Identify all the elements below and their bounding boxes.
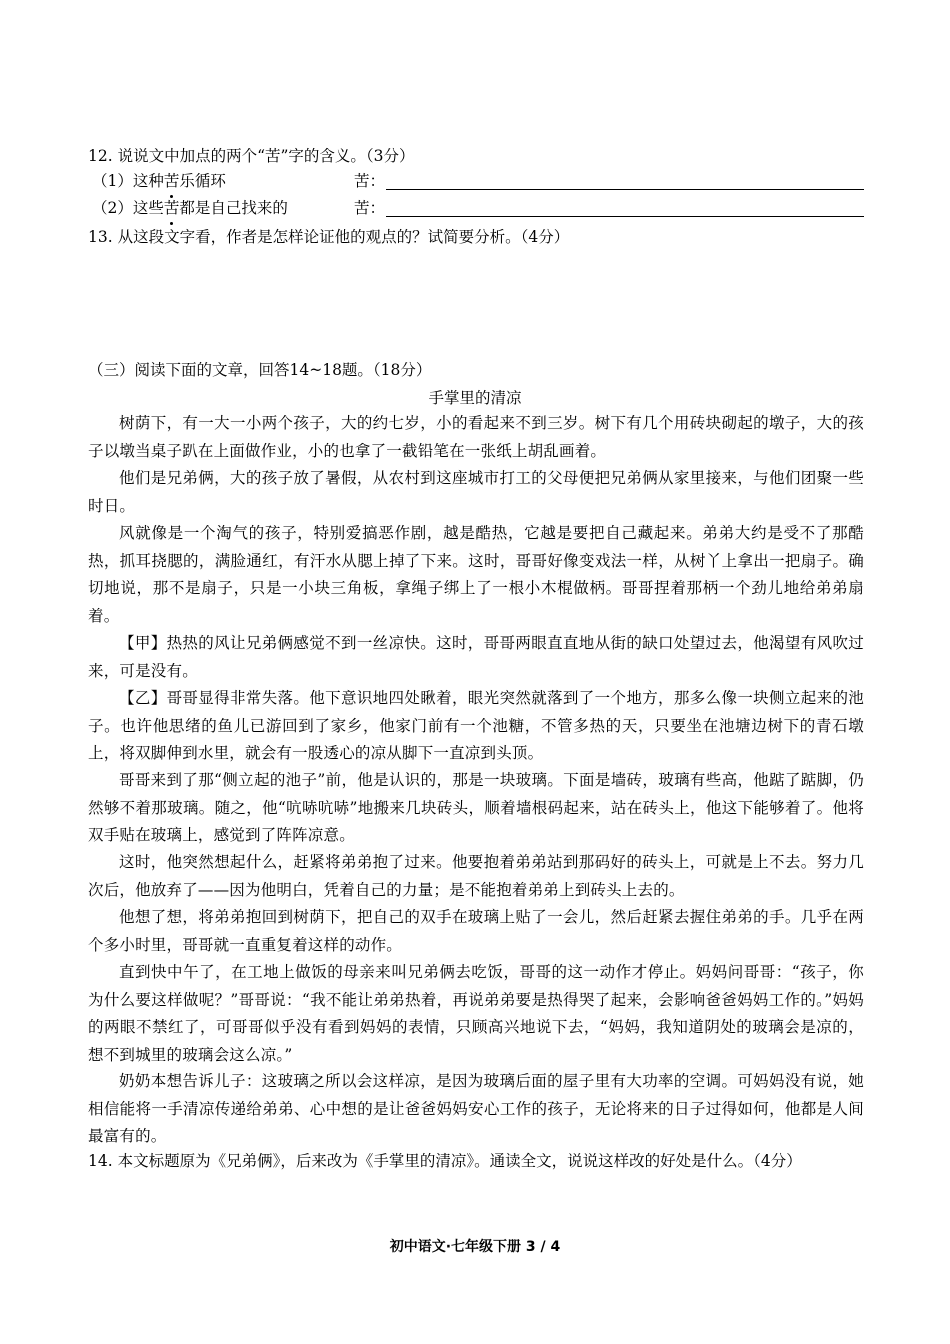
- paragraph-2: 他们是兄弟俩，大的孩子放了暑假，从农村到这座城市打工的父母便把兄弟俩从家里接来，与他们团聚一些时日。: [88, 469, 864, 515]
- question-13-title: 13. 从这段文字看，作者是怎样论证他的观点的？试简要分析。（4分）: [88, 228, 570, 246]
- section-3-heading: （三）阅读下面的文章，回答14~18题。（18分）: [88, 361, 432, 379]
- paragraph-9: 直到快中午了，在工地上做饭的母亲来叫兄弟俩去吃饭，哥哥的这一动作才停止。妈妈问哥哥：“孩子，你为什么要这样做呢？”哥哥说：“我不能让弟弟热着，再说弟弟要是热得哭了起来，会影响爸爸妈妈工作的。”妈妈的两眼不禁红了，可哥哥似乎没有看到妈妈的表情，只顾高兴地说下去，“妈妈，我知道阴处的玻璃会是凉的，想不到城里的玻璃会这么凉。”: [88, 963, 864, 1064]
- paragraph-5: 【乙】哥哥显得非常失落。他下意识地四处瞅着，眼光突然就落到了一个地方，那多么像一块侧立起来的池子。也许他思绪的鱼儿已游回到了家乡，他家门前有一个池糖，不管多热的天，只要坐在池塘边树下的青石墩上，将双脚伸到水里，就会有一股透心的凉从脚下一直凉到头顶。: [88, 689, 864, 763]
- page-footer: 初中语文·七年级下册 3 / 4: [389, 1239, 561, 1255]
- emphasis-dot-char: 苦: [163, 172, 180, 190]
- question-12-item-2: [92, 197, 864, 219]
- article-title: 手掌里的清凉: [428, 389, 522, 407]
- paragraph-1: 树荫下，有一大一小两个孩子，大的约七岁，小的看起来不到三岁。树下有几个用砖块砌起的墩子，大的孩子以墩当桌子趴在上面做作业，小的也拿了一截铅笔在一张纸上胡乱画着。: [88, 414, 864, 460]
- question-12-title: 12. 说说文中加点的两个“苦”字的含义。（3分）: [88, 147, 415, 165]
- question-14-title: 14. 本文标题原为《兄弟俩》，后来改为《手掌里的清凉》。通读全文，说说这样改的好处是什么。（4分）: [88, 1152, 802, 1170]
- paragraph-10: 奶奶本想告诉儿子：这玻璃之所以会这样凉，是因为玻璃后面的屋子里有大功率的空调。可妈妈没有说，她相信能将一手清凉传递给弟弟、心中想的是让爸爸妈妈安心工作的孩子，无论将来的日子过得如何，他都是人间最富有的。: [88, 1072, 864, 1146]
- emphasis-dot-char: 苦: [163, 199, 180, 217]
- answer-prefix: 苦：: [354, 199, 386, 217]
- paragraph-3: 风就像是一个淘气的孩子，特别爱搞恶作剧，越是酷热，它越是要把自己藏起来。弟弟大约是受不了那酷热，抓耳挠腮的，满脸通红，有汗水从腮上掉了下来。这时，哥哥好像变戏法一样，从树丫上拿出一把扇子。确切地说，那不是扇子，只是一小块三角板，拿绳子绑上了一根小木棍做柄。哥哥捏着那柄一个劲儿地给弟弟扇着。: [88, 524, 864, 625]
- paragraph-6: 哥哥来到了那“侧立起的池子”前，他是认识的，那是一块玻璃。下面是墙砖，玻璃有些高，他踮了踮脚，仍然够不着那玻璃。随之，他“吭哧吭哧”地搬来几块砖头，顺着墙根码起来，站在砖头上，他这下能够着了。他将双手贴在玻璃上，感觉到了阵阵凉意。: [88, 771, 864, 845]
- item-2-text: （2）这些苦都是自己找来的: [92, 199, 288, 217]
- answer-prefix: 苦：: [354, 172, 386, 190]
- answer-blank-line[interactable]: [386, 216, 864, 217]
- paragraph-4: 【甲】热热的风让兄弟俩感觉不到一丝凉快。这时，哥哥两眼直直地从街的缺口处望过去，他渴望有风吹过来，可是没有。: [88, 634, 864, 680]
- paragraph-7: 这时，他突然想起什么，赶紧将弟弟抱了过来。他要抱着弟弟站到那码好的砖头上，可就是上不去。努力几次后，他放弃了——因为他明白，凭着自己的力量；是不能抱着弟弟上到砖头上去的。: [88, 853, 864, 899]
- question-12-item-1: [92, 170, 864, 192]
- paragraph-8: 他想了想，将弟弟抱回到树荫下，把自己的双手在玻璃上贴了一会儿，然后赶紧去握住弟弟的手。几乎在两个多小时里，哥哥就一直重复着这样的动作。: [88, 908, 864, 954]
- answer-blank-line[interactable]: [386, 189, 864, 190]
- item-1-text: （1）这种苦乐循环: [92, 172, 226, 190]
